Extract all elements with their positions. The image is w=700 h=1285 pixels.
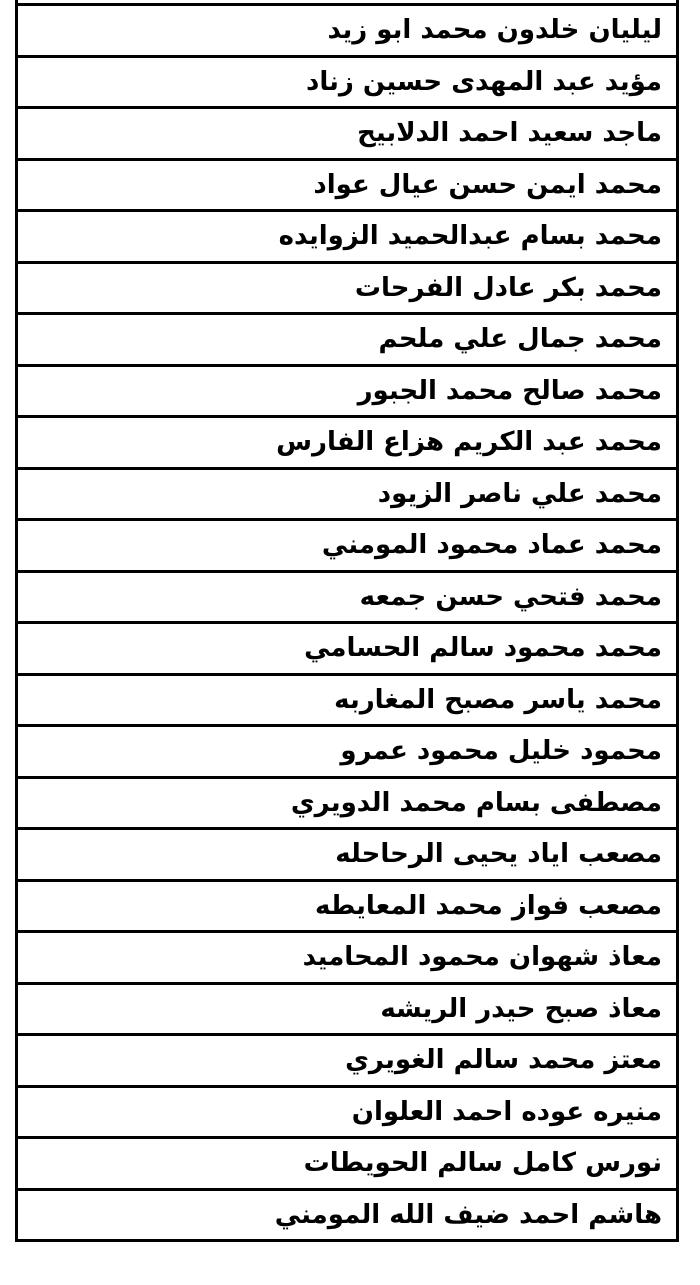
table-row xyxy=(18,1191,676,1243)
student-name: محمد ايمن حسن عيال عواد xyxy=(313,169,662,200)
table-row xyxy=(18,264,676,316)
student-name: مصعب اياد يحيى الرحاحله xyxy=(335,839,662,870)
student-name: محمد ياسر مصبح المغاربه xyxy=(334,684,662,715)
student-name: ليليان خلدون محمد ابو زيد xyxy=(327,15,662,46)
student-name: مصعب فواز محمد المعايطه xyxy=(315,890,662,921)
table-row xyxy=(18,1088,676,1140)
student-name: معاذ شهوان محمود المحاميد xyxy=(302,942,662,973)
table-row xyxy=(18,573,676,625)
table-row xyxy=(18,58,676,110)
table-row xyxy=(18,676,676,728)
student-name: محمد عبد الكريم هزاع الفارس xyxy=(276,427,662,458)
student-name: مصطفى بسام محمد الدويري xyxy=(290,787,662,818)
table-row xyxy=(18,161,676,213)
student-name: محمد صالح محمد الجبور xyxy=(357,375,662,406)
student-name: ماجد سعيد احمد الدلابيح xyxy=(357,118,662,149)
student-name: محمد محمود سالم الحسامي xyxy=(304,633,662,664)
student-name: محمد جمال علي ملحم xyxy=(378,324,662,355)
names-table xyxy=(15,0,679,1242)
table-row xyxy=(18,933,676,985)
table-row xyxy=(18,1036,676,1088)
table-row xyxy=(18,830,676,882)
student-name: منيره عوده احمد العلوان xyxy=(351,1096,662,1127)
student-name: محمد عماد محمود المومني xyxy=(321,530,662,561)
table-row xyxy=(18,418,676,470)
student-name: محمد بسام عبدالحميد الزوايده xyxy=(278,221,662,252)
student-name: محمد فتحي حسن جمعه xyxy=(359,581,662,612)
student-name: محمود خليل محمود عمرو xyxy=(340,736,662,767)
table-row xyxy=(18,882,676,934)
table-row xyxy=(18,727,676,779)
student-name: معاذ صبح حيدر الريشه xyxy=(380,993,662,1024)
student-name: محمد بكر عادل الفرحات xyxy=(354,272,662,303)
table-row xyxy=(18,315,676,367)
table-row xyxy=(18,367,676,419)
table-row xyxy=(18,109,676,161)
student-name: مؤيد عبد المهدى حسين زناد xyxy=(306,66,662,97)
table-row xyxy=(18,470,676,522)
table-row xyxy=(18,212,676,264)
student-name: نورس كامل سالم الحويطات xyxy=(303,1148,662,1179)
table-row xyxy=(18,779,676,831)
student-name: معتز محمد سالم الغويري xyxy=(345,1045,662,1076)
table-row xyxy=(18,6,676,58)
student-name: محمد علي ناصر الزيود xyxy=(377,478,662,509)
student-name: هاشم احمد ضيف الله المومني xyxy=(274,1199,662,1230)
table-row xyxy=(18,1139,676,1191)
table-row xyxy=(18,521,676,573)
table-row xyxy=(18,985,676,1037)
table-row xyxy=(18,624,676,676)
